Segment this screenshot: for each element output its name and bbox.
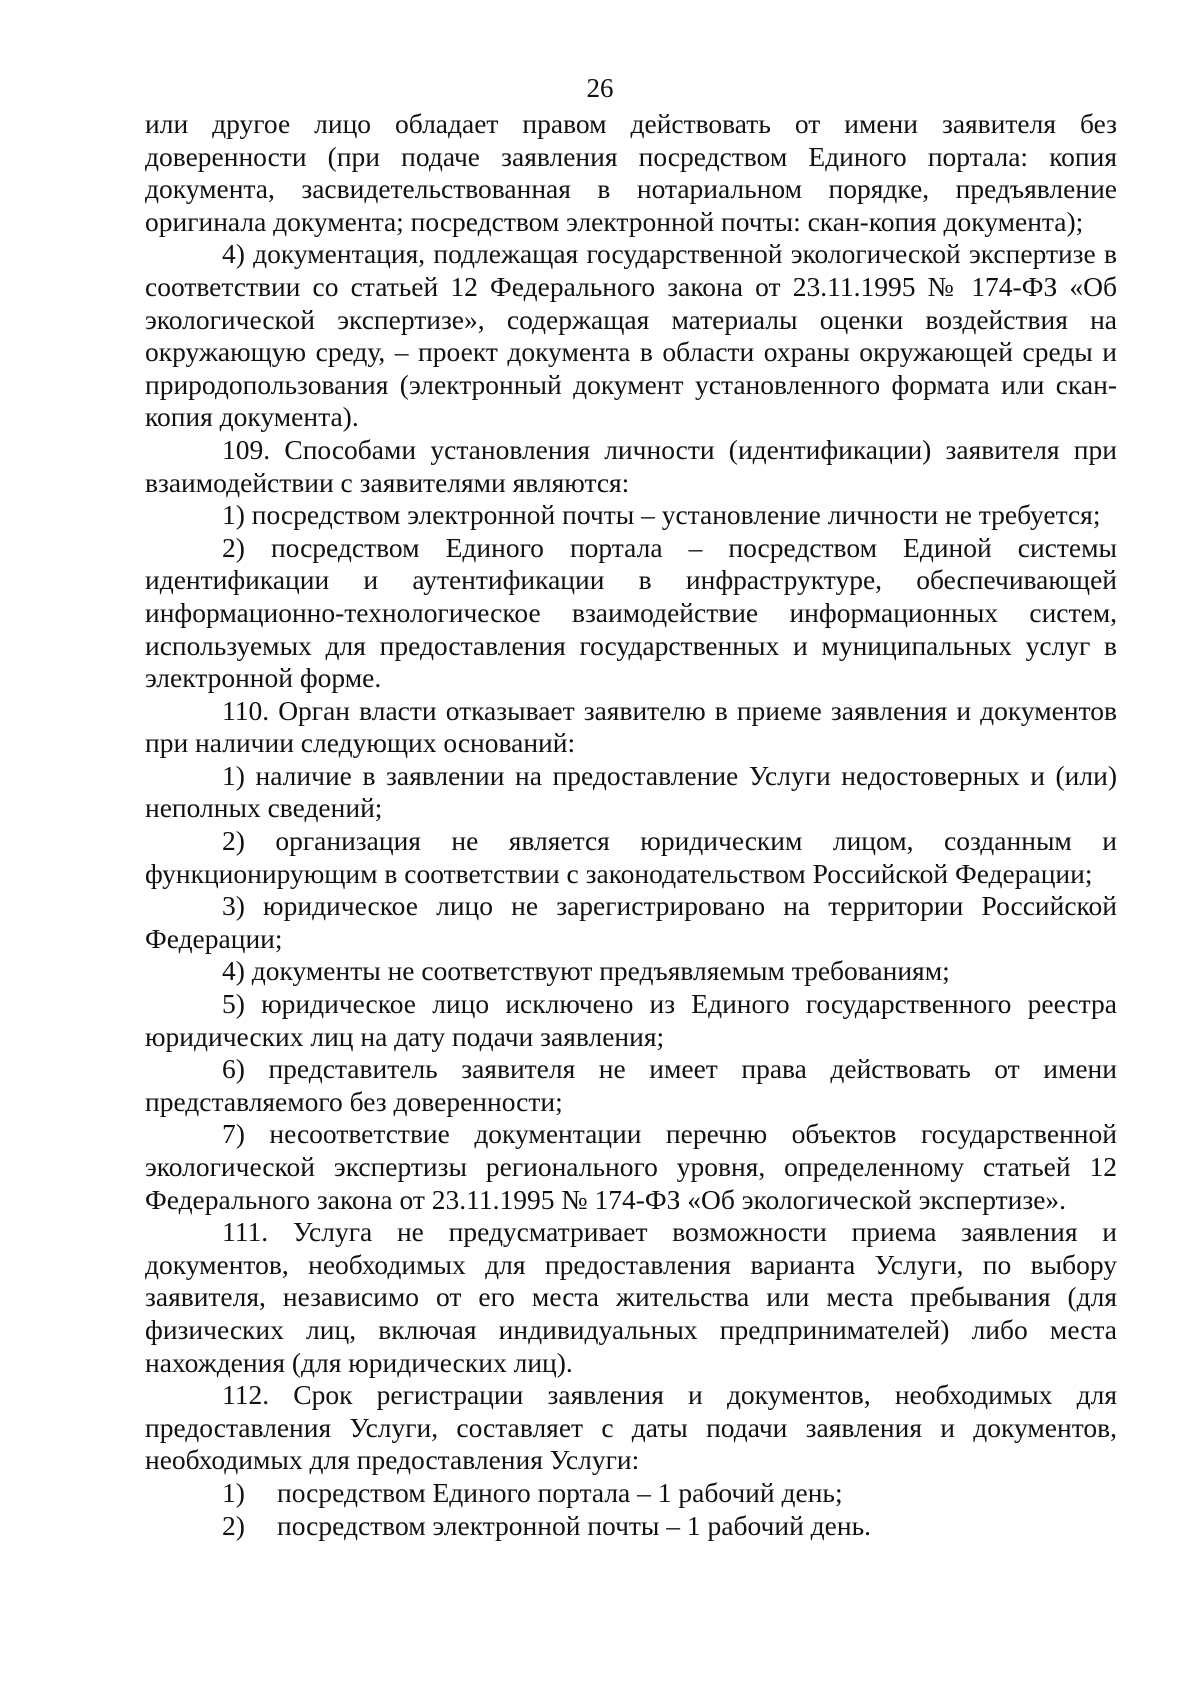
paragraph-continuation: или другое лицо обладает правом действовать от имени заявителя без доверенности (при подаче заявления посредством Единого портала: копия документа, засвидетельствованная в нотариальном порядке, предъявление оригинала документа; посредством электронной почты: скан-копия документа);: [145, 108, 1117, 237]
paragraph-110-item-6: 6) представитель заявителя не имеет права действовать от имени представляемого без доверенности;: [145, 1053, 1117, 1117]
list-item-text: посредством Единого портала – 1 рабочий день;: [277, 1476, 843, 1508]
paragraph-110-item-3: 3) юридическое лицо не зарегистрировано на территории Российской Федерации;: [145, 890, 1117, 954]
list-item-number: 1): [222, 1476, 245, 1508]
paragraph-110-item-7: 7) несоответствие документации перечню объектов государственной экологической экспертизы регионального уровня, определенному статьей 12 Федерального закона от 23.11.1995 № 174-ФЗ «Об экологической экспертизе».: [145, 1118, 1117, 1215]
paragraph-110-item-4: 4) документы не соответствуют предъявляемым требованиям;: [222, 955, 950, 987]
list-item: [145, 1510, 1117, 1543]
list-item-text: посредством электронной почты – 1 рабочий день.: [277, 1509, 871, 1541]
paragraph-109: 109. Способами установления личности (идентификации) заявителя при взаимодействии с заявителями являются:: [145, 433, 1117, 498]
list-item: [145, 1477, 1117, 1510]
paragraph-item-4-documentation: 4) документация, подлежащая государственной экологической экспертизе в соответствии со статьей 12 Федерального закона от 23.11.1995 № 174-ФЗ «Об экологической экспертизе», содержащая материалы оценки воздействия на окружающую среду, – проект документа в области охраны окружающей среды и природопользования (электронный документ установленного формата или скан-копия документа).: [145, 238, 1117, 433]
paragraph-109-item-1: 1) посредством электронной почты – установление личности не требуется;: [222, 499, 1101, 531]
list-item-number: 2): [222, 1509, 245, 1541]
paragraph-110-item-1: 1) наличие в заявлении на предоставление Услуги недостоверных и (или) неполных сведений;: [145, 759, 1117, 824]
paragraph-109-item-2: 2) посредством Единого портала – посредством Единой системы идентификации и аутентификации в инфраструктуре, обеспечивающей информационно-технологическое взаимодействие информационных систем, используемых для предоставления государственных и муниципальных услуг в электронной форме.: [145, 531, 1117, 694]
paragraph-110-item-2: 2) организация не является юридическим лицом, созданным и функционирующим в соответствии с законодательством Российской Федерации;: [145, 825, 1117, 889]
paragraph-111: 111. Услуга не предусматривает возможности приема заявления и документов, необходимых для предоставления варианта Услуги, по выбору заявителя, независимо от его места жительства или места пребывания (для физических лиц, включая индивидуальных предпринимателей) либо места нахождения (для юридических лиц).: [145, 1216, 1117, 1378]
document-body: [145, 108, 1117, 1542]
paragraph-110: 110. Орган власти отказывает заявителю в приеме заявления и документов при наличии следующих оснований:: [145, 694, 1117, 759]
paragraph-112: 112. Срок регистрации заявления и документов, необходимых для предоставления Услуги, составляет с даты подачи заявления и документов, необходимых для предоставления Услуги:: [145, 1379, 1117, 1476]
page-number: 26: [586, 73, 614, 103]
paragraph-110-item-5: 5) юридическое лицо исключено из Единого государственного реестра юридических лиц на дату подачи заявления;: [145, 988, 1117, 1052]
